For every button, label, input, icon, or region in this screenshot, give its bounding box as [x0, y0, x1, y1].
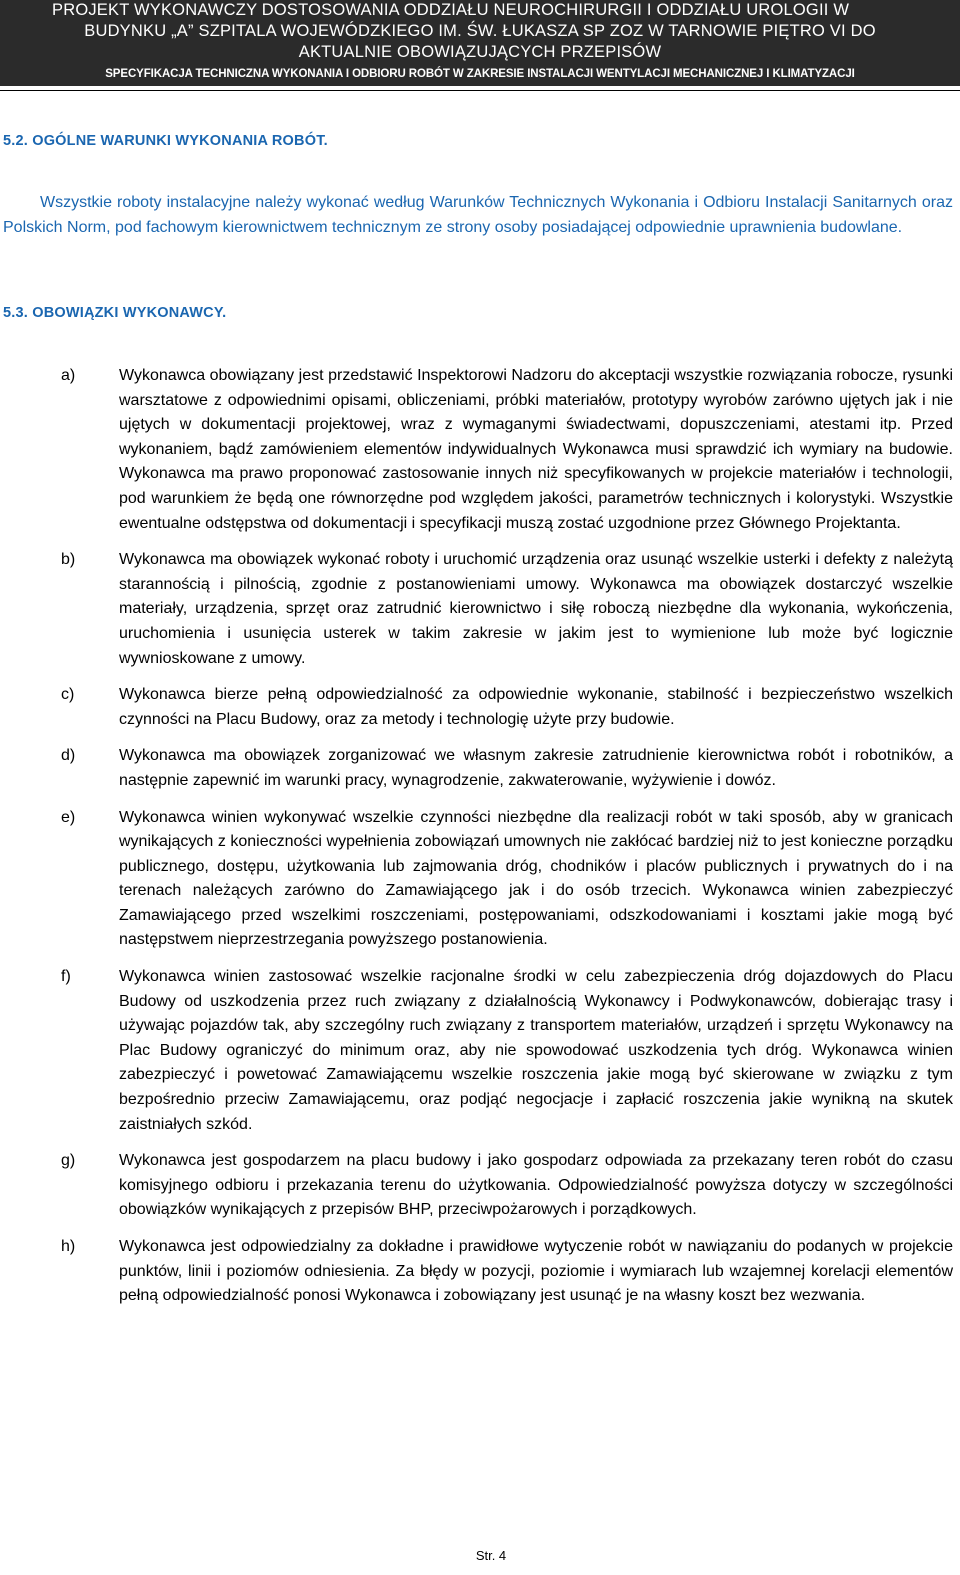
list-item-text: Wykonawca obowiązany jest przedstawić Inspektorowi Nadzoru do akceptacji wszystkie rozwiązania robocze, rysunki warsztatowe z odpowiednimi opisami, obliczeniami, próbki materiałów, prototypy wyrobów zarówno ujętych jak i nie ujętych w dokumentacji projektowej, wraz z wymaganymi świadectwami, dopuszczeniami, atestami itp. Przed wykonaniem, bądź zamówieniem elementów indywidualnych Wykonawca musi sprawdzić ich wymiary na budowie. Wykonawca ma prawo proponować zastosowanie innych niż specyfikowanych w projekcie materiałów i technologii, pod warunkiem że będą one równorzędne pod względem jakości, parametrów technicznych i kolorystyki. Wszystkie ewentualne odstępstwa od dokumentacji i specyfikacji muszą zostać uzgodnione przez Głównego Projektanta.: [119, 367, 953, 532]
list-item-letter: d): [61, 747, 76, 765]
list-item: [0, 806, 960, 954]
list-item: [0, 965, 960, 1137]
header-divider: [0, 90, 960, 91]
list-item-letter: c): [61, 686, 75, 704]
list-item-text: Wykonawca winien wykonywać wszelkie czynności niezbędne dla realizacji robót w taki sposób, aby w granicach wynikających z konieczności wypełnienia zobowiązań umownych nie zakłócać bardziej niż to jest konieczne porządku publicznego, dostępu, użytkowania lub zajmowania dróg, chodników i placów publicznych i prywatnych do i na terenach należących zarówno do Zamawiającego jak i do osób trzecich. Wykonawca winien zabezpieczyć Zamawiającego przed wszelkimi roszczeniami, postępowaniami, odszkodowaniami i kosztami jakie mogą być następstwem nieprzestrzegania powyższego postanowienia.: [119, 808, 953, 949]
list-item-letter: g): [61, 1152, 76, 1170]
page-footer: [0, 1548, 960, 1563]
list-item-letter: e): [61, 808, 76, 826]
list-item: [0, 683, 960, 732]
section-heading-5-3: 5.3. OBOWIĄZKI WYKONAWCY.: [3, 305, 227, 321]
list-item-letter: b): [61, 551, 76, 569]
section-heading-5-2: 5.2. OGÓLNE WARUNKI WYKONANIA ROBÓT.: [3, 133, 328, 149]
page-number: Str. 4: [475, 1548, 507, 1563]
list-item: [0, 1235, 960, 1309]
list-item-letter: h): [61, 1238, 76, 1255]
list-item-text: Wykonawca winien zastosować wszelkie racjonalne środki w celu zabezpieczenia dróg dojazdowych do Placu Budowy od uszkodzenia przez ruch związany z działalnością Wykonawcy i Podwykonawców, dobierając trasy i używając pojazdów tak, aby szczególny ruch związany z transportem materiałów, urządzeń i sprzętu Wykonawcy na Plac Budowy ograniczyć do minimum oraz, aby nie spowodować uszkodzenia tych dróg. Wykonawca winien zabezpieczyć i powetować Zamawiającemu wszelkie roszczenia jakie mogą być skierowane w związku z tym bezpośrednio przeciw Zamawiającemu, oraz podjąć negocjacje i zapłacić roszczenia jakie wynikną na skutek zaistniałych szkód.: [119, 968, 953, 1133]
list-item-text: Wykonawca ma obowiązek wykonać roboty i uruchomić urządzenia oraz usunąć wszelkie usterki i defekty z należytą starannością i pilnością, zgodnie z postanowieniami umowy. Wykonawca ma obowiązek dostarczyć wszelkie materiały, urządzenia, sprzęt oraz zatrudnić kierownictwo i siłę roboczą niezbędne dla wykonania, wykończenia, uruchomienia i usunięcia usterek w takim zakresie w jakim jest to wymienione lub może być logicznie wywnioskowane z umowy.: [119, 551, 953, 667]
list-item: [0, 744, 960, 793]
header-line-2: BUDYNKU „A” SZPITALA WOJEWÓDZKIEGO IM. ŚW. ŁUKASZA SP ZOZ W TARNOWIE PIĘTRO VI DO: [84, 22, 876, 40]
list-item-letter: a): [61, 367, 76, 384]
header-line-3: AKTUALNIE OBOWIĄZUJĄCYCH PRZEPISÓW: [298, 43, 662, 61]
contractor-obligations-list: [0, 364, 960, 1321]
list-item-text: Wykonawca jest gospodarzem na placu budowy i jako gospodarz odpowiada za przekazany teren robót do czasu komisyjnego odbioru i przekazania terenu do użytkowania. Odpowiedzialność powyższa dotyczy w szczególności obowiązków wynikających z przepisów BHP, przeciwpożarowych i porządkowych.: [119, 1152, 953, 1219]
document-header: [0, 0, 960, 86]
list-item: [0, 364, 960, 536]
list-item-text: Wykonawca jest odpowiedzialny za dokładne i prawidłowe wytyczenie robót w nawiązaniu do podanych w projekcie punktów, linii i poziomów odniesienia. Za błędy w pozycji, poziomie i wymiarach lub wzajemnej korelacji elementów pełną odpowiedzialność ponosi Wykonawca i zobowiązany jest usunąć je na własny koszt bez wezwania.: [119, 1238, 953, 1305]
list-item: [0, 548, 960, 671]
list-item-letter: f): [61, 968, 71, 986]
section-5-2-paragraph: Wszystkie roboty instalacyjne należy wykonać według Warunków Technicznych Wykonania i Odbioru Instalacji Sanitarnych oraz Polskich Norm, pod fachowym kierownictwem technicznym ze strony osoby posiadającej odpowiednie uprawnienia budowlane.: [3, 194, 953, 236]
header-specification-title: SPECYFIKACJA TECHNICZNA WYKONANIA I ODBIORU ROBÓT W ZAKRESIE INSTALACJI WENTYLACJI MECHANICZNEJ I KLIMATYZACJI: [105, 68, 855, 80]
header-line-1: PROJEKT WYKONAWCZY DOSTOSOWANIA ODDZIAŁU NEUROCHIRURGII I ODDZIAŁU UROLOGII W: [52, 1, 850, 19]
list-item-text: Wykonawca ma obowiązek zorganizować we własnym zakresie zatrudnienie kierownictwa robót i robotników, a następnie zapewnić im warunki pracy, wynagrodzenie, zakwaterowanie, wyżywienie i dowóz.: [119, 747, 953, 789]
list-item: [0, 1149, 960, 1223]
list-item-text: Wykonawca bierze pełną odpowiedzialność za odpowiednie wykonanie, stabilność i bezpieczeństwo wszelkich czynności na Placu Budowy, oraz za metody i technologię użyte przy budowie.: [119, 686, 953, 728]
